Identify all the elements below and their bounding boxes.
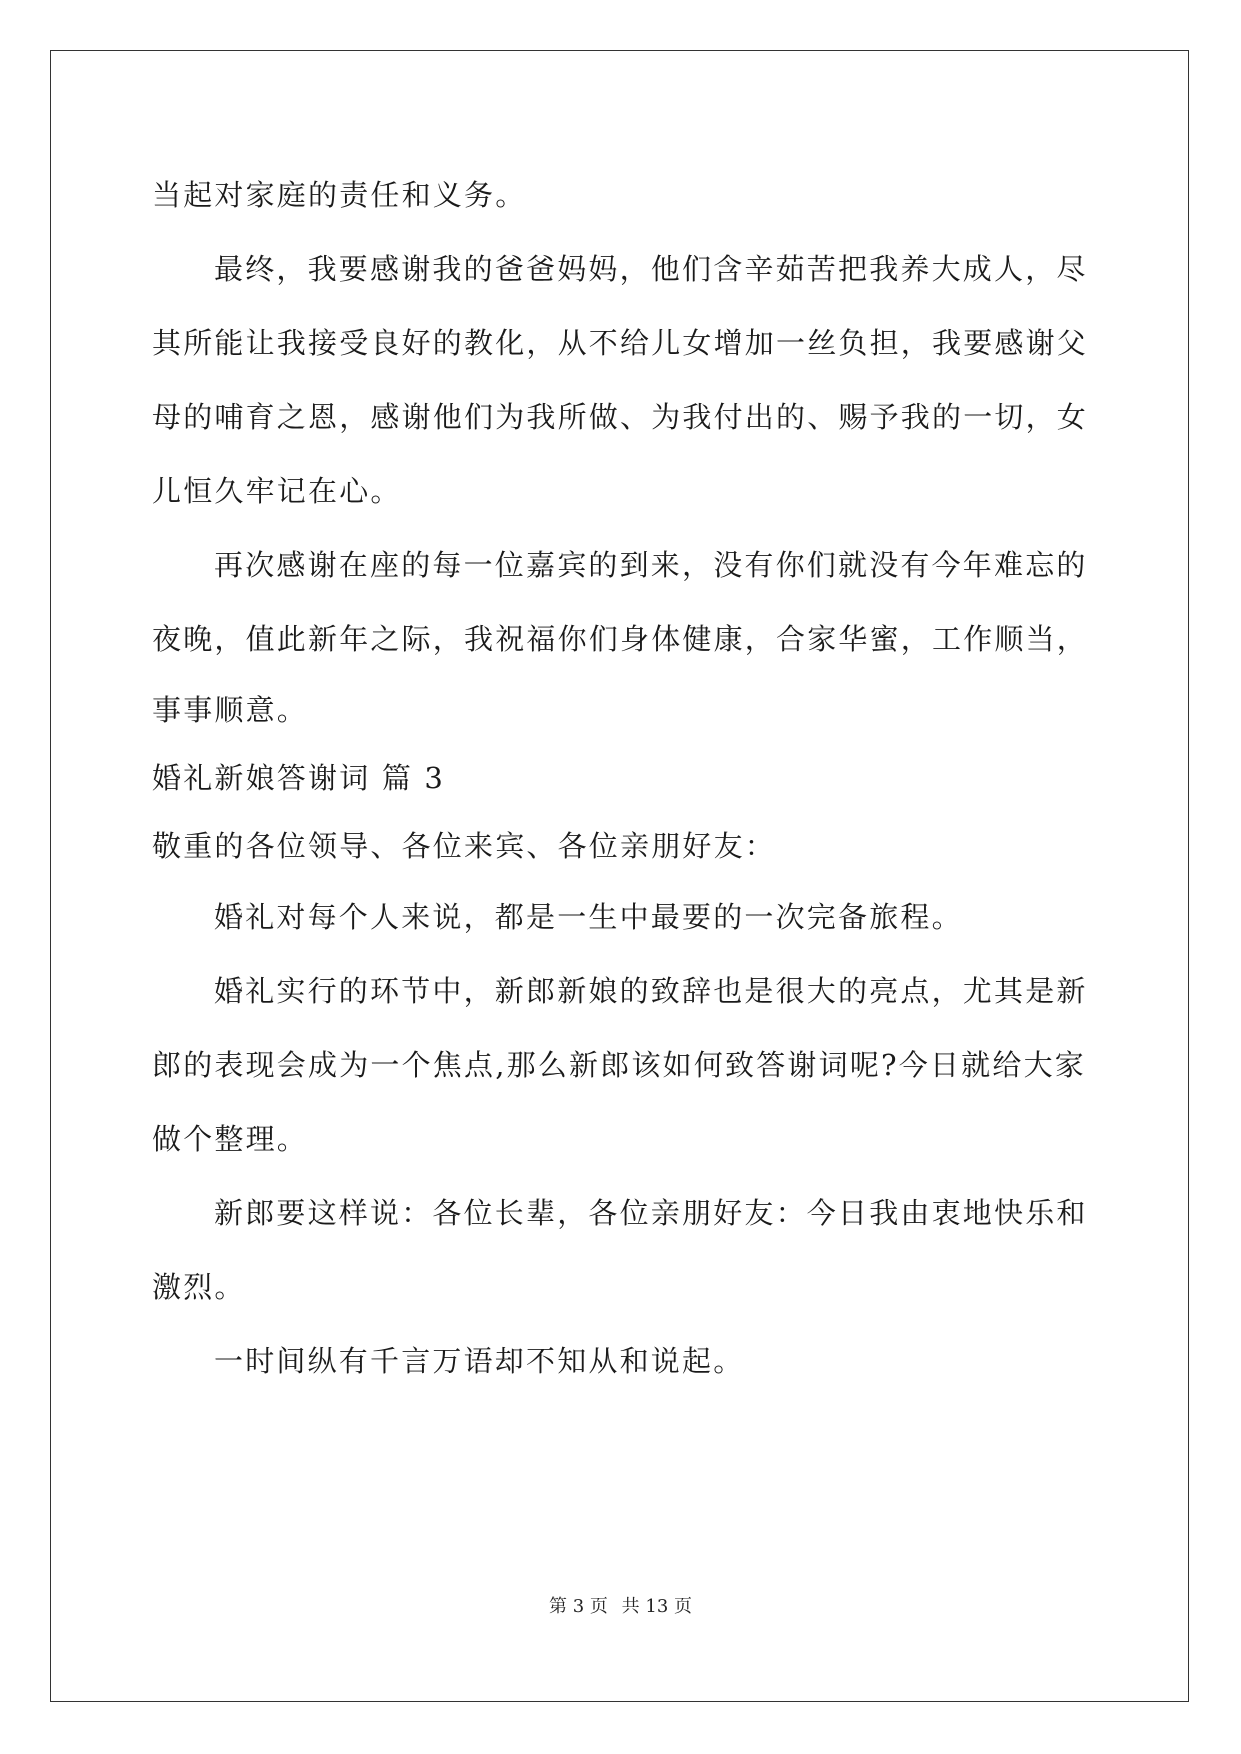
paragraph-line: 新郎要这样说：各位长辈，各位亲朋好友：今日我由衷地快乐和 xyxy=(214,1196,1088,1230)
paragraph-line: 再次感谢在座的每一位嘉宾的到来，没有你们就没有今年难忘的 xyxy=(214,548,1088,582)
paragraph-line: 最终，我要感谢我的爸爸妈妈，他们含辛茹苦把我养大成人，尽 xyxy=(214,252,1088,286)
paragraph-line: 一时间纵有千言万语却不知从和说起。 xyxy=(214,1344,745,1378)
paragraph-line: 母的哺育之恩，感谢他们为我所做、为我付出的、赐予我的一切，女 xyxy=(152,400,1089,434)
paragraph-line: 夜晚，值此新年之际，我祝福你们身体健康，合家华蜜，工作顺当， xyxy=(152,622,1089,656)
page-footer xyxy=(0,1592,1241,1618)
page-total: 共 13 页 xyxy=(621,1596,692,1617)
paragraph-line: 其所能让我接受良好的教化，从不给儿女增加一丝负担，我要感谢父 xyxy=(152,326,1089,360)
document-body xyxy=(152,158,1090,1398)
paragraph-line: 郎的表现会成为一个焦点,那么新郎该如何致答谢词呢?今日就给大家 xyxy=(152,1048,1086,1082)
paragraph-line: 事事顺意。 xyxy=(152,693,309,727)
page-number: 第 3 页 xyxy=(549,1596,608,1617)
paragraph-line: 婚礼对每个人来说，都是一生中最要的一次完备旅程。 xyxy=(214,900,963,934)
salutation-line: 敬重的各位领导、各位来宾、各位亲朋好友： xyxy=(152,829,777,863)
paragraph-line: 儿恒久牢记在心。 xyxy=(152,474,402,508)
paragraph-line: 激烈。 xyxy=(152,1270,246,1304)
paragraph-line: 当起对家庭的责任和义务。 xyxy=(152,178,527,212)
paragraph-line: 婚礼实行的环节中，新郎新娘的致辞也是很大的亮点，尤其是新 xyxy=(214,974,1088,1008)
section-heading: 婚礼新娘答谢词 篇 3 xyxy=(152,761,446,795)
paragraph-line: 做个整理。 xyxy=(152,1122,309,1156)
